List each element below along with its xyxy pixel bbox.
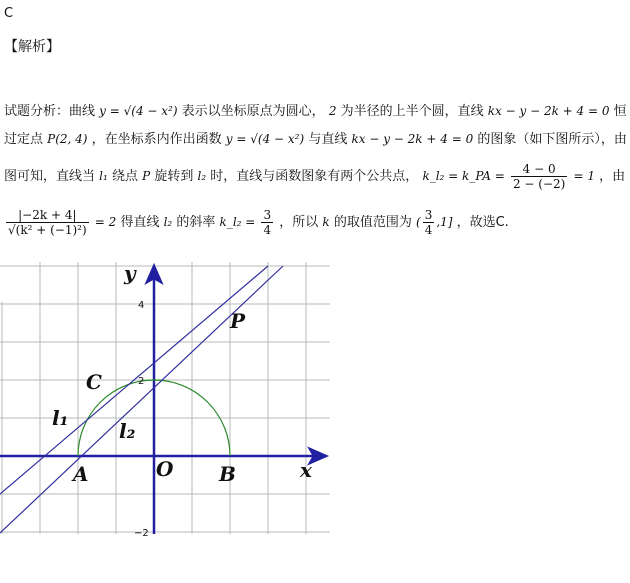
y-axis-label: y: [124, 262, 136, 285]
line-equation: kx − y − 2k + 4 = 0: [351, 132, 474, 146]
numerator: |−2k + 4|: [6, 208, 89, 223]
l2: l₂: [163, 215, 173, 229]
text: 试题分析：曲线: [4, 104, 96, 119]
range-open: (: [416, 215, 421, 229]
point-A-label: A: [73, 462, 89, 486]
tick-2: 2: [138, 376, 145, 387]
denominator: 2 − (−2): [512, 177, 566, 191]
text: 的斜率: [176, 215, 216, 230]
line-equation: kx − y − 2k + 4 = 0: [487, 104, 610, 118]
paragraph-line-4: [4, 208, 509, 237]
tick-minus-2: −2: [134, 528, 149, 539]
origin-O-label: O: [156, 457, 174, 481]
equation: y = √(4 − x²): [225, 132, 305, 146]
text: 得直线: [120, 215, 160, 230]
l2-label: l₂: [119, 419, 136, 443]
text: ，故选C.: [456, 215, 509, 230]
text: 图可知，直线当: [4, 169, 96, 184]
point-P-label: P: [230, 309, 246, 333]
text: 旋转到: [154, 169, 194, 184]
denominator: √(k² + (−1)²): [8, 223, 87, 237]
tick-4: 4: [138, 300, 145, 311]
range-close: ,1]: [436, 215, 453, 229]
coordinate-figure: [0, 262, 330, 545]
slope-expr: k_l₂ =: [219, 215, 256, 229]
answer: C: [4, 6, 14, 21]
point: P(2, 4): [47, 132, 88, 146]
equation: y = √(4 − x²): [99, 104, 178, 118]
point-P: P: [142, 169, 151, 183]
grid: [0, 262, 330, 534]
text: 的图象（如下图所示），由: [477, 132, 627, 147]
text: 时，直线与函数图象有两个公共点，: [210, 169, 419, 184]
numerator: 3: [424, 208, 433, 222]
text: 过定点: [4, 132, 44, 147]
denominator: 4: [424, 223, 433, 237]
l1-label: l₁: [52, 406, 69, 430]
text: ，在坐标系内作出函数: [91, 132, 222, 147]
text: 的取值范围为: [333, 215, 412, 230]
text: 恒: [613, 104, 627, 119]
result: = 2: [94, 215, 117, 229]
text: 绕点: [111, 169, 138, 184]
denominator: 4: [263, 223, 272, 237]
radius: 2: [328, 104, 337, 118]
numerator: 4 − 0: [511, 162, 567, 177]
text: ，由: [599, 169, 626, 184]
numerator: 3: [263, 208, 272, 222]
x-axis-label: x: [300, 458, 312, 482]
fraction: [6, 208, 89, 237]
text: 与直线: [308, 132, 348, 147]
point-C-label: C: [86, 370, 102, 394]
paragraph-line-1: [4, 100, 627, 119]
text: 表示以坐标原点为圆心，: [181, 104, 325, 119]
fraction: [423, 208, 435, 237]
slope-expr: k_l₂ = k_PA =: [422, 169, 505, 183]
paragraph-line-2: [4, 128, 627, 147]
l2: l₂: [197, 169, 207, 183]
k: k: [322, 215, 330, 229]
text: 为半径的上半个圆，直线: [340, 104, 484, 119]
point-B-label: B: [219, 462, 236, 486]
analysis-heading: 【解析】: [4, 39, 60, 55]
text: ，所以: [279, 215, 319, 230]
paragraph-line-3: [4, 162, 625, 191]
fraction: [511, 162, 567, 191]
l1: l₁: [99, 169, 108, 183]
result: = 1: [573, 169, 595, 183]
fraction: [261, 208, 273, 237]
